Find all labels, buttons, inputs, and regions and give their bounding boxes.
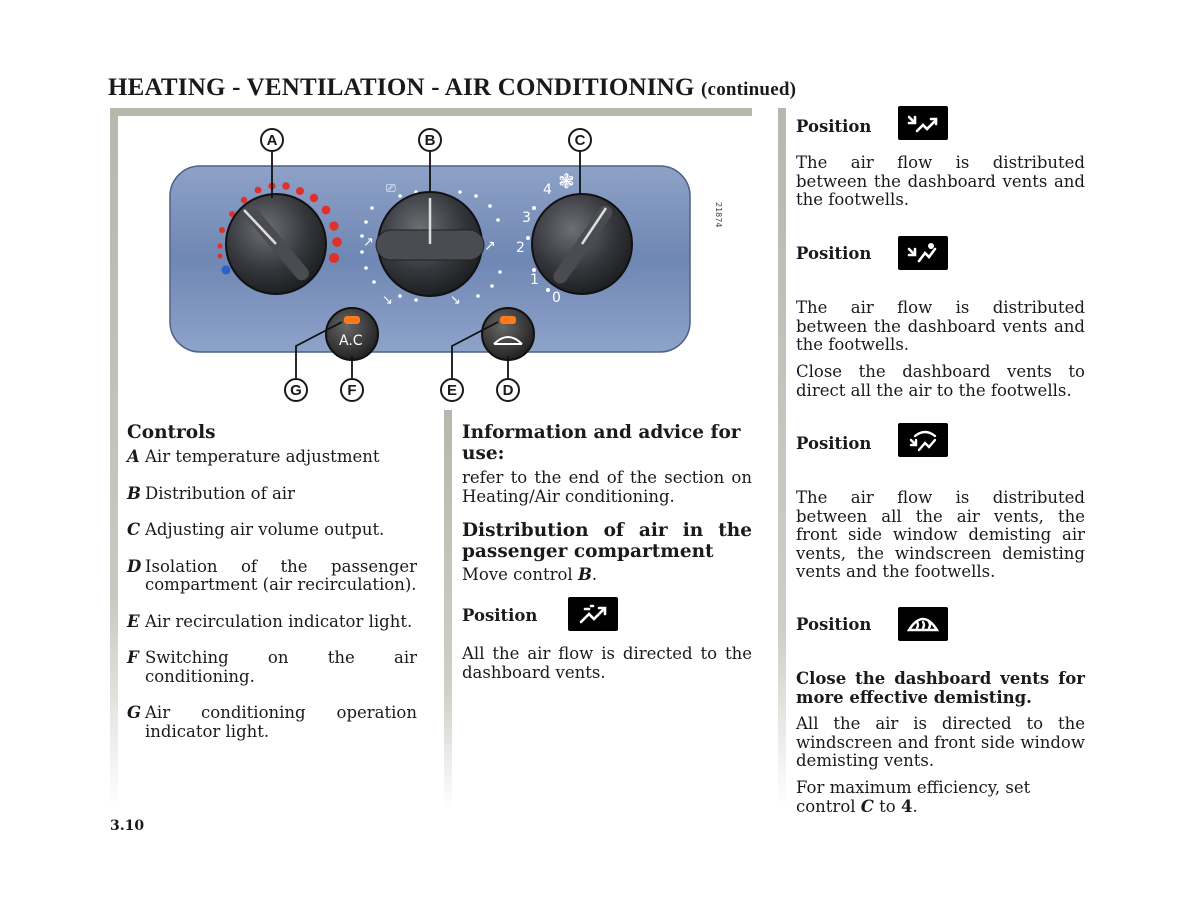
- callout-f: F: [340, 378, 364, 402]
- callout-d: D: [496, 378, 520, 402]
- ac-indicator-light: [344, 316, 360, 324]
- right-position-label-3: Position: [796, 434, 872, 453]
- distribution-position-text: All the air flow is directed to the dashboard vents.: [462, 644, 752, 682]
- controls-section: [127, 422, 417, 741]
- info-section: [462, 422, 752, 506]
- column-divider-middle: [444, 410, 452, 808]
- svg-text:⎚: ⎚: [386, 181, 396, 195]
- controls-item-e: E Air recirculation indicator light.: [127, 611, 413, 631]
- callout-c: C: [568, 128, 592, 152]
- dashboard-and-footwell-icon: [898, 106, 948, 140]
- figure-code: 21874: [714, 202, 723, 228]
- svg-text:↘: ↘: [450, 293, 461, 308]
- recirculation-indicator-light: [500, 316, 516, 324]
- fan-speed-1: 1: [530, 272, 539, 288]
- move-control-text: Move control B.: [462, 565, 598, 584]
- column-divider-right: [778, 108, 786, 808]
- svg-text:A.C: A.C: [339, 333, 363, 349]
- controls-item-c: C Adjusting air volume output.: [127, 520, 385, 539]
- climate-control-panel-figure: [160, 118, 740, 408]
- page-title-suffix: (continued): [701, 79, 797, 100]
- efficiency-text: For maximum efficiency, set control C to 4.: [796, 778, 1031, 816]
- ac-button: [326, 308, 378, 360]
- fan-speed-knob: [532, 194, 632, 294]
- distribution-position-label: Position: [462, 606, 538, 625]
- fan-speed-2: 2: [516, 240, 525, 256]
- right-position-text-2b: Close the dashboard vents to direct all the air to the footwells.: [796, 362, 1085, 400]
- recirculation-button: [482, 308, 534, 360]
- cold-indicator-dot: [222, 266, 231, 275]
- dashboard-vents-icon: [568, 597, 618, 631]
- controls-item-d: D Isolation of the passenger compartment (air recirculation).: [127, 556, 417, 594]
- controls-item-g: G Air conditioning operation indicator light.: [127, 703, 417, 741]
- callout-a: A: [260, 128, 284, 152]
- right-position-text-2: The air flow is distributed between the dashboard vents and the footwells.: [796, 298, 1085, 354]
- right-position-label-1: Position: [796, 117, 872, 136]
- right-position-label-4: Position: [796, 615, 872, 634]
- distribution-heading: Distribution of air in the passenger compartment: [462, 520, 752, 562]
- svg-text:↘: ↘: [382, 293, 393, 308]
- fan-speed-3: 3: [522, 210, 531, 226]
- windscreen-and-footwell-icon: [898, 423, 948, 457]
- fan-icon: ❃: [558, 169, 575, 193]
- figure-frame-left-bar: [110, 108, 118, 808]
- callout-b: B: [418, 128, 442, 152]
- right-position-text-3: The air flow is distributed between all the air vents, the front side window demisting air vents, the windscreen demisting vents and the footwells.: [796, 488, 1085, 581]
- page-title: [108, 74, 796, 102]
- footwell-icon: [898, 236, 948, 270]
- right-position-text-4: All the air is directed to the windscreen and front side window demisting vents.: [796, 714, 1085, 770]
- distribution-section: [462, 520, 752, 585]
- controls-item-b: B Distribution of air: [127, 483, 295, 503]
- controls-item-a: A Air temperature adjustment: [127, 447, 380, 466]
- controls-item-f: F Switching on the air conditioning.: [127, 648, 417, 686]
- page-title-main: HEATING - VENTILATION - AIR CONDITIONING: [108, 74, 695, 101]
- distribution-knob: [376, 192, 484, 296]
- fan-speed-0: 0: [552, 290, 561, 306]
- controls-heading: Controls: [127, 422, 216, 443]
- right-position-bold-note-4: Close the dashboard vents for more effective demisting.: [796, 669, 1085, 707]
- fan-speed-4: 4: [543, 182, 552, 198]
- callout-e: E: [440, 378, 464, 402]
- right-position-text-1: The air flow is distributed between the dashboard vents and the footwells.: [796, 153, 1085, 209]
- svg-text:↗: ↗: [484, 238, 496, 254]
- callout-g: G: [284, 378, 308, 402]
- windscreen-demist-icon: [898, 607, 948, 641]
- page-number: 3.10: [110, 818, 145, 834]
- info-text: refer to the end of the section on Heating/Air conditioning.: [462, 468, 752, 506]
- temperature-knob: [226, 194, 326, 294]
- info-heading: Information and advice for use:: [462, 422, 741, 464]
- right-position-label-2: Position: [796, 244, 872, 263]
- windscreen-position-mark: ↗: [363, 235, 374, 250]
- figure-frame-top-bar: [110, 108, 752, 116]
